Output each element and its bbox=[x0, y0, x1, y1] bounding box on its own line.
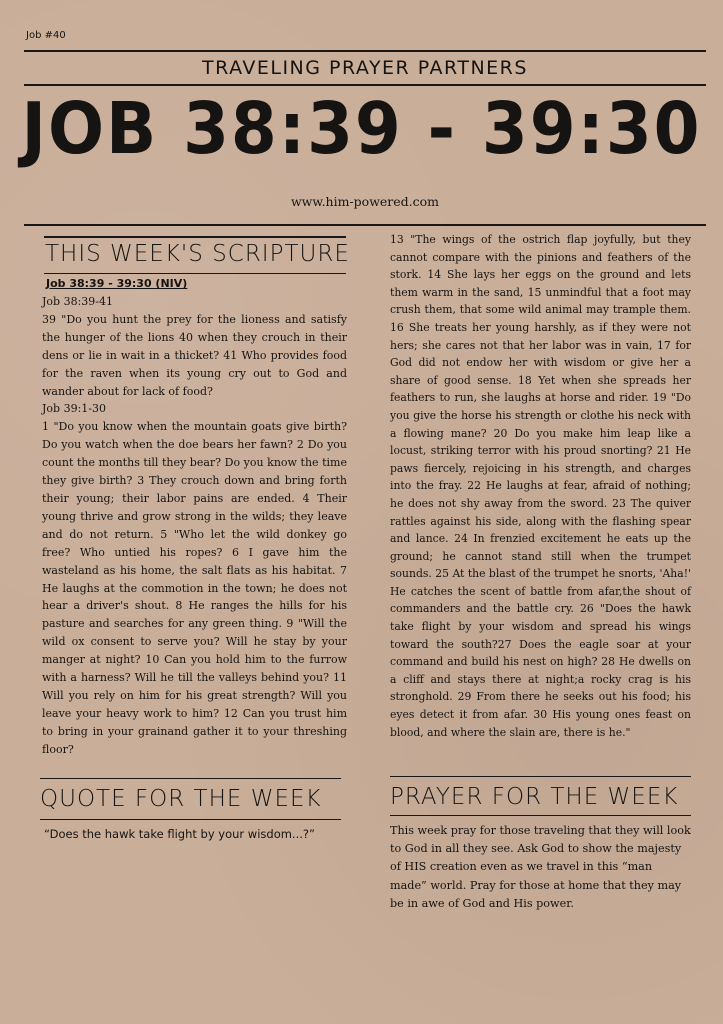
scripture-block2-text: 1 "Do you know when the mountain goats give birth? Do you watch when the doe bears her fawn? 2 Do you count the months till they bear? Do you know the time they give birth? 3 They crouch down and bring forth their young; their labor pains are ended. 4 Their young thrive and grow strong in the wilds; they leave and do not return. 5 "Who let the wild donkey go free? Who untied his ropes? 6 I gave him the wasteland as his home, the salt flats as his habitat. 7 He laughs at the commotion in the town; he does not hear a driver's shout. 8 He ranges the hills for his pasture and searches for any green thing. 9 "Will the wild ox consent to serve you? Will he stay by your manger at night? 10 Can you hold him to the furrow with a harness? Will he till the valleys behind you? 11 Will you rely on him for his great strength? Will you leave your heavy work to him? 12 Can you trust him to bring in your grainand gather it to your threshing floor? bbox=[42, 420, 347, 756]
scripture-section-title: THIS WEEK'S SCRIPTURE bbox=[45, 241, 350, 267]
header-rule-bottom bbox=[24, 224, 706, 226]
website-link[interactable]: www.him-powered.com bbox=[290, 194, 440, 209]
prayer-text: This week pray for those traveling that they will look to God in all they see. Ask God to show the majesty of HIS creation even as we travel in this “man made” world. Pray for those at home that they may be in awe of God and His power. bbox=[390, 824, 691, 910]
scripture-col2-text: 13 "The wings of the ostrich flap joyfully, but they cannot compare with the pinions and feathers of the stork. 14 She lays her eggs on the ground and lets them warm in the sand, 15 unmindful that a foot may crush them, that some wild animal may trample them. 16 She treats her young harshly, as if they were not hers; she cares not that her labor was in vain, 17 for God did not endow her with wisdom or give her a share of good sense. 18 Yet when she spreads her feathers to run, she laughs at horse and rider. 19 "Do you give the horse his strength or clothe his neck with a flowing mane? 20 Do you make him leap like a locust, striking terror with his proud snorting? 21 He paws fiercely, rejoicing in his strength, and charges into the fray. 22 He laughs at fear, afraid of nothing; he does not shy away from the sword. 23 The quiver rattles against his side, along with the flashing spear and lance. 24 In frenzied excitement he eats up the ground; he cannot stand still when the trumpet sounds. 25 At the blast of the trumpet he snorts, 'Aha!' He catches the scent of battle from afar,the shout of commanders and the battle cry. 26 "Does the hawk take flight by your wisdom and spread his wings toward the south?27 Does the eagle soar at your command and build his nest on high? 28 He dwells on a cliff and stays there at night;a rocky crag is his stronghold. 29 From there he seeks out his food; his eyes detect it from afar. 30 His young ones feast on blood, and where the slain are, there is he." bbox=[390, 233, 691, 739]
prayer-rule-bottom bbox=[390, 815, 691, 816]
quote-rule-top bbox=[40, 778, 341, 779]
prayer-section-title: PRAYER FOR THE WEEK bbox=[390, 784, 679, 810]
scripture-block2-heading: Job 39:1-30 bbox=[42, 402, 106, 416]
prayer-rule-top bbox=[390, 776, 691, 777]
scripture-block1-heading: Job 38:39-41 bbox=[42, 295, 113, 308]
newsletter-kicker: TRAVELING PRAYER PARTNERS bbox=[202, 57, 528, 79]
quote-section-title: QUOTE FOR THE WEEK bbox=[40, 786, 322, 812]
quote-text: “Does the hawk take flight by your wisdom...?” bbox=[44, 827, 315, 841]
scripture-column-left bbox=[42, 293, 347, 759]
issue-number: Job #40 bbox=[26, 30, 66, 41]
quote-rule-bottom bbox=[40, 819, 341, 820]
header-rule-top bbox=[24, 50, 706, 52]
scripture-block1-text: 39 "Do you hunt the prey for the lioness and satisfy the hunger of the lions 40 when they crouch in their dens or lie in wait in a thicket? 41 Who provides food for the raven when its young cry out to God and wander about for lack of food? bbox=[42, 312, 347, 398]
scripture-rule-bottom bbox=[44, 273, 346, 274]
scripture-rule-top bbox=[44, 236, 346, 238]
page-headline: JOB 38:39 - 39:30 bbox=[21, 88, 702, 172]
scripture-reference: Job 38:39 - 39:30 (NIV) bbox=[46, 277, 188, 290]
scripture-column-right bbox=[390, 231, 691, 741]
